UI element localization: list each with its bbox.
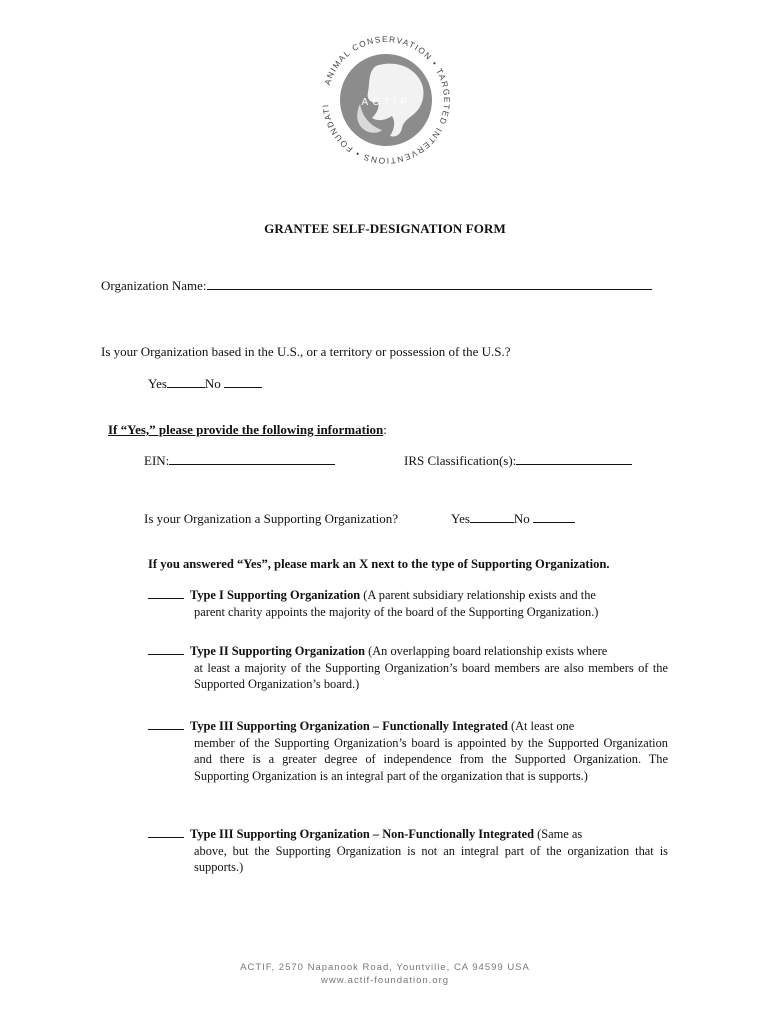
ein-row xyxy=(144,453,335,469)
irs-label: IRS Classification(s): xyxy=(404,453,517,468)
type-1-name: Type I Supporting Organization xyxy=(190,588,361,602)
supporting-answer-row xyxy=(451,511,575,527)
type-3-functional-desc-rest: member of the Supporting Organization’s board is appointed by the Supported Organization and there is a greater degree of independence from the Supported Organization. The Supporting Organization is an integral part of the organization that is supports.) xyxy=(194,735,668,783)
type-2-option xyxy=(148,643,668,693)
us-based-answer-row xyxy=(148,376,262,392)
actif-logo xyxy=(316,30,456,170)
type-1-option xyxy=(148,587,668,620)
if-yes-heading-text: If “Yes,” please provide the following information xyxy=(108,422,384,437)
org-name-row xyxy=(101,278,652,294)
logo-center-text: ACTIF xyxy=(361,97,411,108)
supporting-no-label: No xyxy=(513,511,530,526)
mark-instruction: If you answered “Yes”, please mark an X next to the type of Supporting Organization. xyxy=(148,557,610,571)
if-yes-heading xyxy=(108,422,387,438)
yes-label: Yes xyxy=(148,376,167,391)
us-based-no-field[interactable] xyxy=(224,376,262,388)
type-2-desc-rest: at least a majority of the Supporting Organization’s board members are also members of the Supported Organization’s board.) xyxy=(194,660,668,691)
type-2-desc-start: (An overlapping board relationship exists where xyxy=(365,644,608,658)
supporting-no-field[interactable] xyxy=(533,511,575,523)
footer-website: www.actif-foundation.org xyxy=(320,975,450,986)
type-2-name: Type II Supporting Organization xyxy=(190,644,365,658)
org-name-field[interactable] xyxy=(207,278,652,290)
footer xyxy=(0,961,770,987)
if-yes-colon: : xyxy=(383,422,387,437)
type-3-functional-option xyxy=(148,718,668,784)
logo-ring-text: ANIMAL CONSERVATION • TARGETED INTERVENTIONS • FOUNDATI xyxy=(320,33,453,167)
type-3-functional-desc-start: (At least one xyxy=(507,719,575,733)
type-3-functional-name: Type III Supporting Organization – Functionally Integrated xyxy=(190,719,508,733)
type-1-desc-start: (A parent subsidiary relationship exists and the xyxy=(360,588,596,602)
type-3-nonfunctional-desc-start: (Same as xyxy=(534,827,583,841)
ein-field[interactable] xyxy=(169,453,335,465)
type-1-mark-field[interactable] xyxy=(148,587,184,599)
type-3-nonfunctional-mark-field[interactable] xyxy=(148,826,184,838)
form-title: GRANTEE SELF-DESIGNATION FORM xyxy=(264,221,506,236)
type-1-desc-rest: parent charity appoints the majority of the board of the Supporting Organization.) xyxy=(194,604,599,619)
org-name-label: Organization Name: xyxy=(101,278,207,293)
ein-label: EIN: xyxy=(144,453,170,468)
irs-row xyxy=(404,453,632,469)
us-based-yes-field[interactable] xyxy=(167,376,205,388)
question-supporting: Is your Organization a Supporting Organization? xyxy=(144,511,399,526)
type-3-nonfunctional-option xyxy=(148,826,668,876)
type-3-nonfunctional-desc-rest: above, but the Supporting Organization is not an integral part of the organization that is supports.) xyxy=(194,843,668,874)
type-3-functional-mark-field[interactable] xyxy=(148,718,184,730)
supporting-yes-label: Yes xyxy=(451,511,470,526)
irs-classification-field[interactable] xyxy=(516,453,632,465)
type-3-nonfunctional-name: Type III Supporting Organization – Non-Functionally Integrated xyxy=(190,827,534,841)
footer-address: ACTIF, 2570 Napanook Road, Yountville, CA 94599 USA xyxy=(240,962,530,973)
supporting-yes-field[interactable] xyxy=(470,511,514,523)
no-label: No xyxy=(204,376,221,391)
type-2-mark-field[interactable] xyxy=(148,643,184,655)
question-us-based: Is your Organization based in the U.S., or a territory or possession of the U.S.? xyxy=(101,344,511,359)
